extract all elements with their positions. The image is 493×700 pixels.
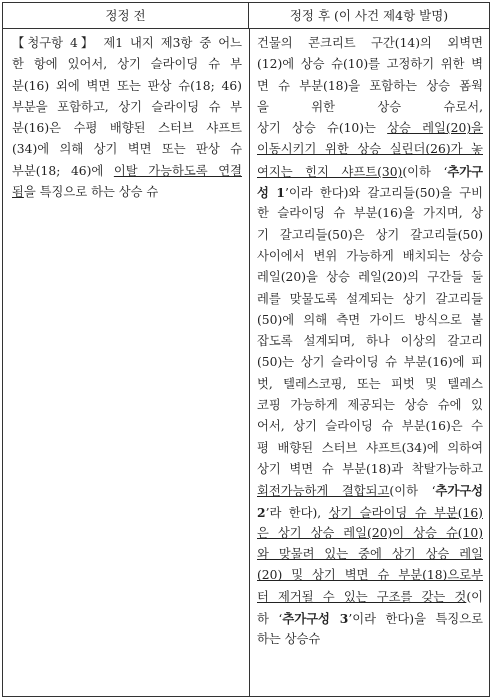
header-after-correction: 정정 후 (이 사건 제4항 발명) (289, 8, 449, 23)
text-segment: 을 특징으로 하는 상승 슈 (23, 185, 159, 200)
text-segment: (34)에 의해 상기 벽면 또는 판상 슈 (12, 142, 242, 157)
text-line (257, 331, 483, 352)
text-segment: 부분(18; 46)에 (12, 163, 114, 178)
text-line (257, 523, 483, 544)
text-segment: 잡도록 설계되며, 하나 이상의 갈고리 (257, 334, 483, 349)
text-segment: 이동시키기 위한 상승 실린더(26)가 놓 (257, 142, 483, 157)
text-line (257, 54, 483, 75)
text-segment: 한 항에 있어서, 상기 슬라이딩 슈 부 (12, 57, 242, 72)
text-segment: (12)에 상승 슈(10)를 고정하기 위한 벽 (257, 57, 483, 72)
text-line (257, 310, 483, 331)
text-line (257, 225, 483, 246)
document-table (2, 2, 490, 697)
text-segment: (이하 ‘ (389, 484, 436, 499)
text-segment: 레일(20)을 상승 레일(20)의 구간들 둘 (257, 270, 483, 285)
text-segment: 기 갈고리들(50)은 상기 갈고리들(50) (257, 227, 483, 242)
text-line (257, 97, 483, 118)
text-line (257, 629, 483, 650)
text-line (257, 182, 483, 203)
text-segment: 와 맞물려 있는 중에 상기 상승 레일 (257, 547, 483, 562)
text-line (257, 502, 483, 523)
text-segment: (50)는 상기 슬라이딩 슈 부분(16)에 피 (257, 355, 483, 370)
text-line (257, 33, 483, 54)
text-line (257, 203, 483, 224)
text-segment: 상승 레일(20)을 (387, 121, 484, 136)
text-segment: 터 제거될 수 있는 구조를 갖는 것 (257, 589, 467, 604)
text-segment: 됨 (12, 185, 24, 200)
text-line (257, 608, 483, 629)
text-segment: 이탈 가능하도록 연결 (113, 163, 242, 178)
text-line (257, 289, 483, 310)
text-line (257, 565, 483, 586)
text-segment: (이 (466, 589, 483, 604)
text-line (12, 33, 242, 54)
text-segment: 어서, 상기 슬라이딩 슈 부분(16)은 수 (257, 419, 483, 434)
text-segment: 을 위한 상승 슈로서, (257, 99, 483, 114)
claim-after-text (257, 33, 483, 651)
text-segment: 사이에서 변위 가능하게 배치되는 상승 (257, 248, 483, 263)
text-segment: 레를 맞물도록 설계되는 상기 갈고리들 (257, 291, 483, 306)
table-header-row (3, 3, 489, 29)
text-segment: 【청구항 4】 제1 내지 제3항 중 어느 (12, 36, 242, 50)
text-segment: 추가구성 (435, 483, 483, 499)
text-line (257, 76, 483, 97)
text-line (257, 459, 483, 480)
text-segment: 하는 상승슈 (257, 632, 321, 647)
text-segment: 분(16)은 수평 배향된 스터브 샤프트 (12, 121, 242, 136)
text-line (257, 246, 483, 267)
text-line (257, 374, 483, 395)
text-segment: 상기 벽면 슈 부분(18)과 착탈가능하고 (257, 461, 483, 476)
text-segment: 상기 슬라이딩 슈 부분(16) (328, 505, 483, 520)
text-segment: 건물의 콘크리트 구간(14)의 외벽면 (257, 36, 483, 50)
text-line (257, 587, 483, 608)
text-segment: 평 배향된 스터브 샤프트(34)에 의하여 (257, 440, 483, 455)
text-line (257, 352, 483, 373)
text-line (257, 395, 483, 416)
text-segment: ’라 한다), (265, 505, 329, 520)
text-line (257, 139, 483, 160)
text-segment: 은 상기 상승 레일(20)이 상승 슈(10) (257, 525, 483, 540)
text-segment: 2 (257, 504, 266, 520)
text-segment: 하 ‘ (257, 612, 283, 627)
text-segment: 추가구성 3 (282, 611, 349, 627)
claim-before-text (12, 33, 242, 203)
text-segment: 여지는 힌지 샤프트(30) (257, 164, 403, 179)
text-segment: 코핑 가능하게 제공되는 상승 슈에 있 (257, 398, 483, 413)
text-line (12, 76, 242, 97)
text-line (12, 161, 242, 182)
text-segment: 회전가능하게 결합되고 (257, 484, 390, 499)
text-line (12, 182, 242, 203)
text-segment: 벗, 텔레스코핑, 또는 피벗 및 텔레스 (257, 376, 483, 391)
text-line (257, 267, 483, 288)
text-line (257, 161, 483, 182)
text-segment: 성 1 (257, 185, 285, 201)
text-line (12, 139, 242, 160)
text-segment: ’이라 한다)을 특징으로 (348, 612, 483, 627)
text-segment: 면 슈 부분(18)을 포함하는 상승 폼웍 (257, 78, 483, 93)
text-segment: 추가구 (447, 163, 484, 179)
text-line (257, 416, 483, 437)
text-line (257, 480, 483, 501)
text-segment: 한 슬라이딩 슈 부분(16)을 가지며, 상 (257, 206, 483, 221)
text-segment: (20) 및 상기 벽면 슈 부분(18)으로부 (257, 568, 483, 583)
column-divider (249, 28, 250, 696)
text-segment: 부분을 포함하고, 상기 슬라이딩 슈 부 (12, 99, 242, 114)
text-segment: (50)에 의해 측면 가이드 방식으로 붙 (257, 312, 483, 327)
text-segment: 분(16) 외에 벽면 또는 판상 슈(18; 46) (12, 78, 242, 93)
text-line (257, 118, 483, 139)
text-line (12, 118, 242, 139)
text-line (257, 544, 483, 565)
text-segment: (이하 ‘ (402, 164, 448, 179)
text-line (12, 54, 242, 75)
text-line (12, 97, 242, 118)
text-segment: 상기 상승 슈(10)는 (257, 121, 388, 136)
text-segment: ’이라 한다)와 갈고리들(50)을 구비 (284, 186, 483, 201)
text-line (257, 438, 483, 459)
header-before-correction: 정정 전 (3, 3, 249, 28)
